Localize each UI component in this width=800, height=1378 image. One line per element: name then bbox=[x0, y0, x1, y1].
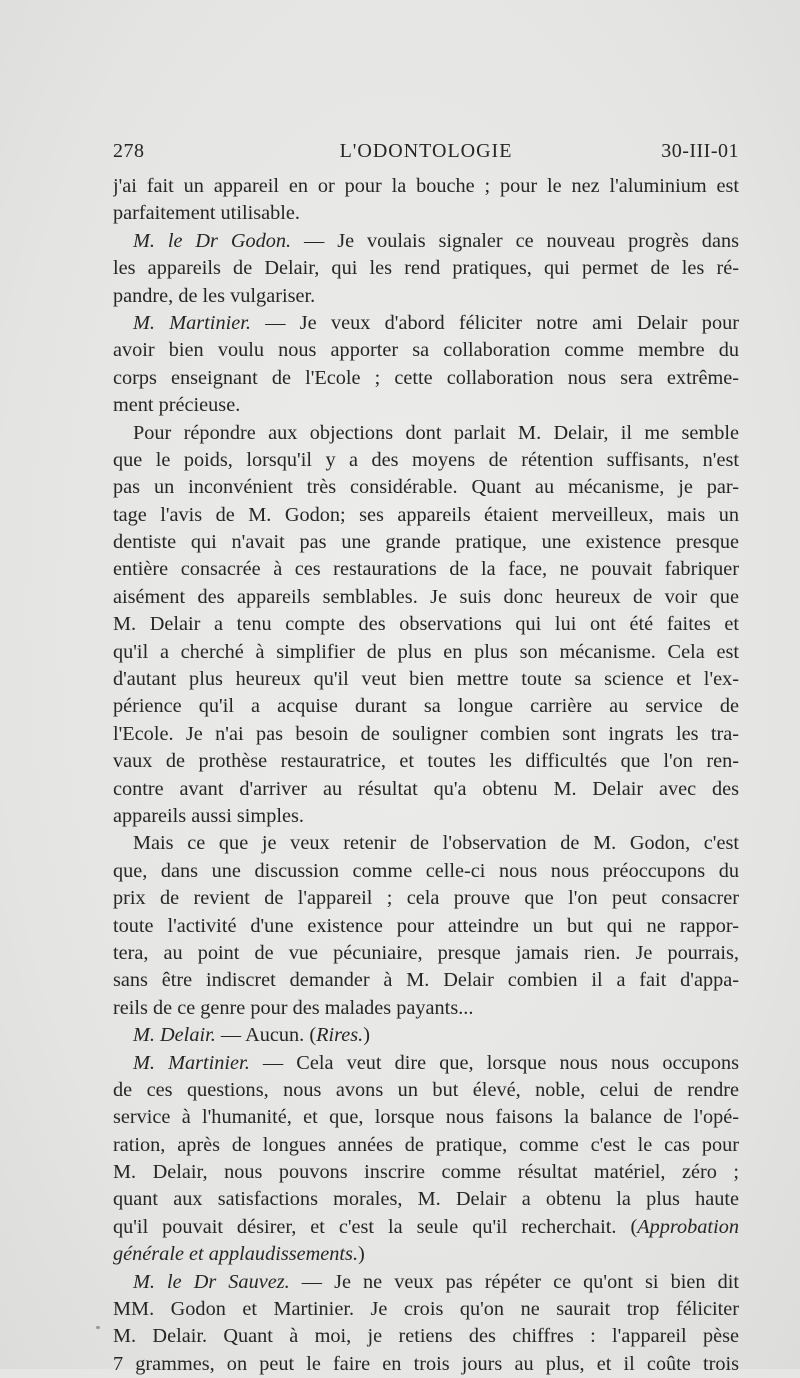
text-line bbox=[113, 337, 739, 364]
page-number: 278 bbox=[113, 140, 145, 162]
text-line bbox=[113, 995, 739, 1022]
text-run: — Je veux d'abord féliciter notre ami Delair pour bbox=[250, 311, 739, 334]
text-run: dentiste qui n'avait pas une grande pratique, une existence presque bbox=[113, 531, 739, 554]
text-line bbox=[113, 1323, 739, 1350]
journal-title: L'ODONTOLOGIE bbox=[339, 140, 513, 162]
text-line bbox=[113, 228, 739, 255]
text-line bbox=[113, 392, 739, 419]
text-line bbox=[113, 1296, 739, 1323]
text-run: 7 grammes, on peut le faire en trois jours au plus, et il coûte trois bbox=[113, 1352, 739, 1375]
text-line bbox=[113, 639, 739, 666]
text-run: périence qu'il a acquise durant sa longue carrière au service de bbox=[113, 695, 739, 718]
text-run: reils de ce genre pour des malades payants... bbox=[113, 996, 474, 1019]
text-line bbox=[113, 1132, 739, 1159]
text-run: M. Delair. Quant à moi, je retiens des chiffres : l'appareil pèse bbox=[113, 1325, 739, 1348]
text-line bbox=[113, 310, 739, 337]
text-line bbox=[113, 584, 739, 611]
text-line bbox=[113, 1159, 739, 1186]
text-run: parfaitement utilisable. bbox=[113, 202, 300, 225]
text-run: corps enseignant de l'Ecole ; cette collaboration nous sera extrême- bbox=[113, 366, 739, 389]
body-text bbox=[113, 173, 739, 1378]
text-line bbox=[113, 173, 739, 200]
text-line bbox=[113, 1050, 739, 1077]
paper-speck bbox=[96, 1326, 100, 1329]
text-run: appareils aussi simples. bbox=[113, 804, 304, 827]
text-run: tera, au point de vue pécuniaire, presque jamais rien. Je pourrais, bbox=[113, 941, 739, 964]
text-run: M. Delair a tenu compte des observations qui lui ont été faites et bbox=[113, 613, 739, 636]
text-line bbox=[113, 1241, 739, 1268]
text-run: — Je voulais signaler ce nouveau progrès dans bbox=[291, 229, 739, 252]
text-run: — Cela veut dire que, lorsque nous nous occupons bbox=[249, 1051, 739, 1074]
text-run: vaux de prothèse restauratrice, et toutes les difficultés que l'on ren- bbox=[113, 750, 739, 773]
text-run: que le poids, lorsqu'il y a des moyens de rétention suffisants, n'est bbox=[113, 448, 739, 471]
text-line bbox=[113, 940, 739, 967]
text-line bbox=[113, 611, 739, 638]
text-run: toute l'activité d'une existence pour atteindre un but qui ne rappor- bbox=[113, 914, 739, 937]
text-run: de ces questions, nous avons un but élevé, noble, celui de rendre bbox=[113, 1078, 739, 1101]
text-run: ) bbox=[358, 1243, 365, 1266]
text-line bbox=[113, 529, 739, 556]
text-line bbox=[113, 858, 739, 885]
text-line bbox=[113, 967, 739, 994]
italic-run: M. Martinier. bbox=[133, 1051, 250, 1074]
text-run: qu'il pouvait désirer, et c'est la seule qu'il recherchait. ( bbox=[113, 1215, 638, 1238]
text-run: Pour répondre aux objections dont parlait M. Delair, il me semble bbox=[133, 421, 739, 444]
text-run: quant aux satisfactions morales, M. Delair a obtenu la plus haute bbox=[113, 1188, 739, 1211]
text-line bbox=[113, 830, 739, 857]
text-run: que, dans une discussion comme celle-ci nous nous préoccupons du bbox=[113, 859, 739, 882]
text-run: — Aucun. ( bbox=[215, 1024, 317, 1047]
text-run: ration, après de longues années de pratique, comme c'est le cas pour bbox=[113, 1133, 739, 1156]
text-run: pas un inconvénient très considérable. Quant au mécanisme, je par- bbox=[113, 476, 739, 499]
text-run: M. Delair, nous pouvons inscrire comme résultat matériel, zéro ; bbox=[113, 1161, 739, 1184]
italic-run: M. le Dr Godon. bbox=[133, 229, 292, 252]
text-line bbox=[113, 365, 739, 392]
text-line bbox=[113, 200, 739, 227]
text-line bbox=[113, 1214, 739, 1241]
text-run: prix de revient de l'appareil ; cela prouve que l'on peut consacrer bbox=[113, 887, 739, 910]
text-run: — Je ne veux pas répéter ce qu'ont si bien dit bbox=[289, 1270, 739, 1293]
text-line bbox=[113, 1351, 739, 1378]
text-run: les appareils de Delair, qui les rend pratiques, qui permet de les ré- bbox=[113, 257, 739, 280]
text-line bbox=[113, 502, 739, 529]
text-run: ment précieuse. bbox=[113, 394, 241, 417]
italic-run: M. le Dr Sauvez. bbox=[133, 1270, 290, 1293]
text-run: aisément des appareils semblables. Je suis donc heureux de voir que bbox=[113, 585, 739, 608]
text-line bbox=[113, 1186, 739, 1213]
italic-run: générale et applaudissements. bbox=[113, 1243, 359, 1266]
italic-run: M. Martinier. bbox=[133, 311, 251, 334]
issue-date: 30-III-01 bbox=[661, 140, 739, 162]
text-run: avoir bien voulu nous apporter sa collaboration comme membre du bbox=[113, 339, 739, 362]
text-run: qu'il a cherché à simplifier de plus en plus son mécanisme. Cela est bbox=[113, 640, 739, 663]
text-run: MM. Godon et Martinier. Je crois qu'on ne saurait trop féliciter bbox=[113, 1298, 739, 1321]
text-run: service à l'humanité, et que, lorsque nous faisons la balance de l'opé- bbox=[113, 1106, 739, 1129]
text-line bbox=[113, 255, 739, 282]
text-run: j'ai fait un appareil en or pour la bouche ; pour le nez l'aluminium est bbox=[113, 175, 739, 197]
italic-run: Approbation bbox=[637, 1215, 739, 1238]
text-line bbox=[113, 913, 739, 940]
text-line bbox=[113, 803, 739, 830]
text-line bbox=[113, 420, 739, 447]
running-header bbox=[113, 140, 739, 170]
text-run: entière consacrée à ces restaurations de la face, ne pouvait fabriquer bbox=[113, 558, 739, 581]
text-line bbox=[113, 721, 739, 748]
text-run: sans être indiscret demander à M. Delair combien il a fait d'appa- bbox=[113, 969, 739, 992]
text-line bbox=[113, 776, 739, 803]
italic-run: Rires. bbox=[316, 1024, 364, 1047]
text-line bbox=[113, 885, 739, 912]
text-line bbox=[113, 1104, 739, 1131]
text-run: contre avant d'arriver au résultat qu'a obtenu M. Delair avec des bbox=[113, 777, 739, 800]
text-run: d'autant plus heureux qu'il veut bien mettre toute sa science et l'ex- bbox=[113, 668, 739, 691]
text-line bbox=[113, 748, 739, 775]
text-line bbox=[113, 1077, 739, 1104]
text-line bbox=[113, 666, 739, 693]
text-line bbox=[113, 1022, 739, 1049]
text-run: Mais ce que je veux retenir de l'observation de M. Godon, c'est bbox=[133, 832, 739, 855]
text-line bbox=[113, 693, 739, 720]
italic-run: M. Delair. bbox=[133, 1024, 216, 1047]
text-run: ) bbox=[363, 1024, 370, 1047]
text-line bbox=[113, 1269, 739, 1296]
text-run: pandre, de les vulgariser. bbox=[113, 284, 316, 307]
text-line bbox=[113, 283, 739, 310]
text-line bbox=[113, 474, 739, 501]
text-line bbox=[113, 447, 739, 474]
text-line bbox=[113, 556, 739, 583]
text-run: l'Ecole. Je n'ai pas besoin de souligner combien sont ingrats les tra- bbox=[113, 722, 739, 745]
text-run: tage l'avis de M. Godon; ses appareils étaient merveilleux, mais un bbox=[113, 503, 739, 526]
